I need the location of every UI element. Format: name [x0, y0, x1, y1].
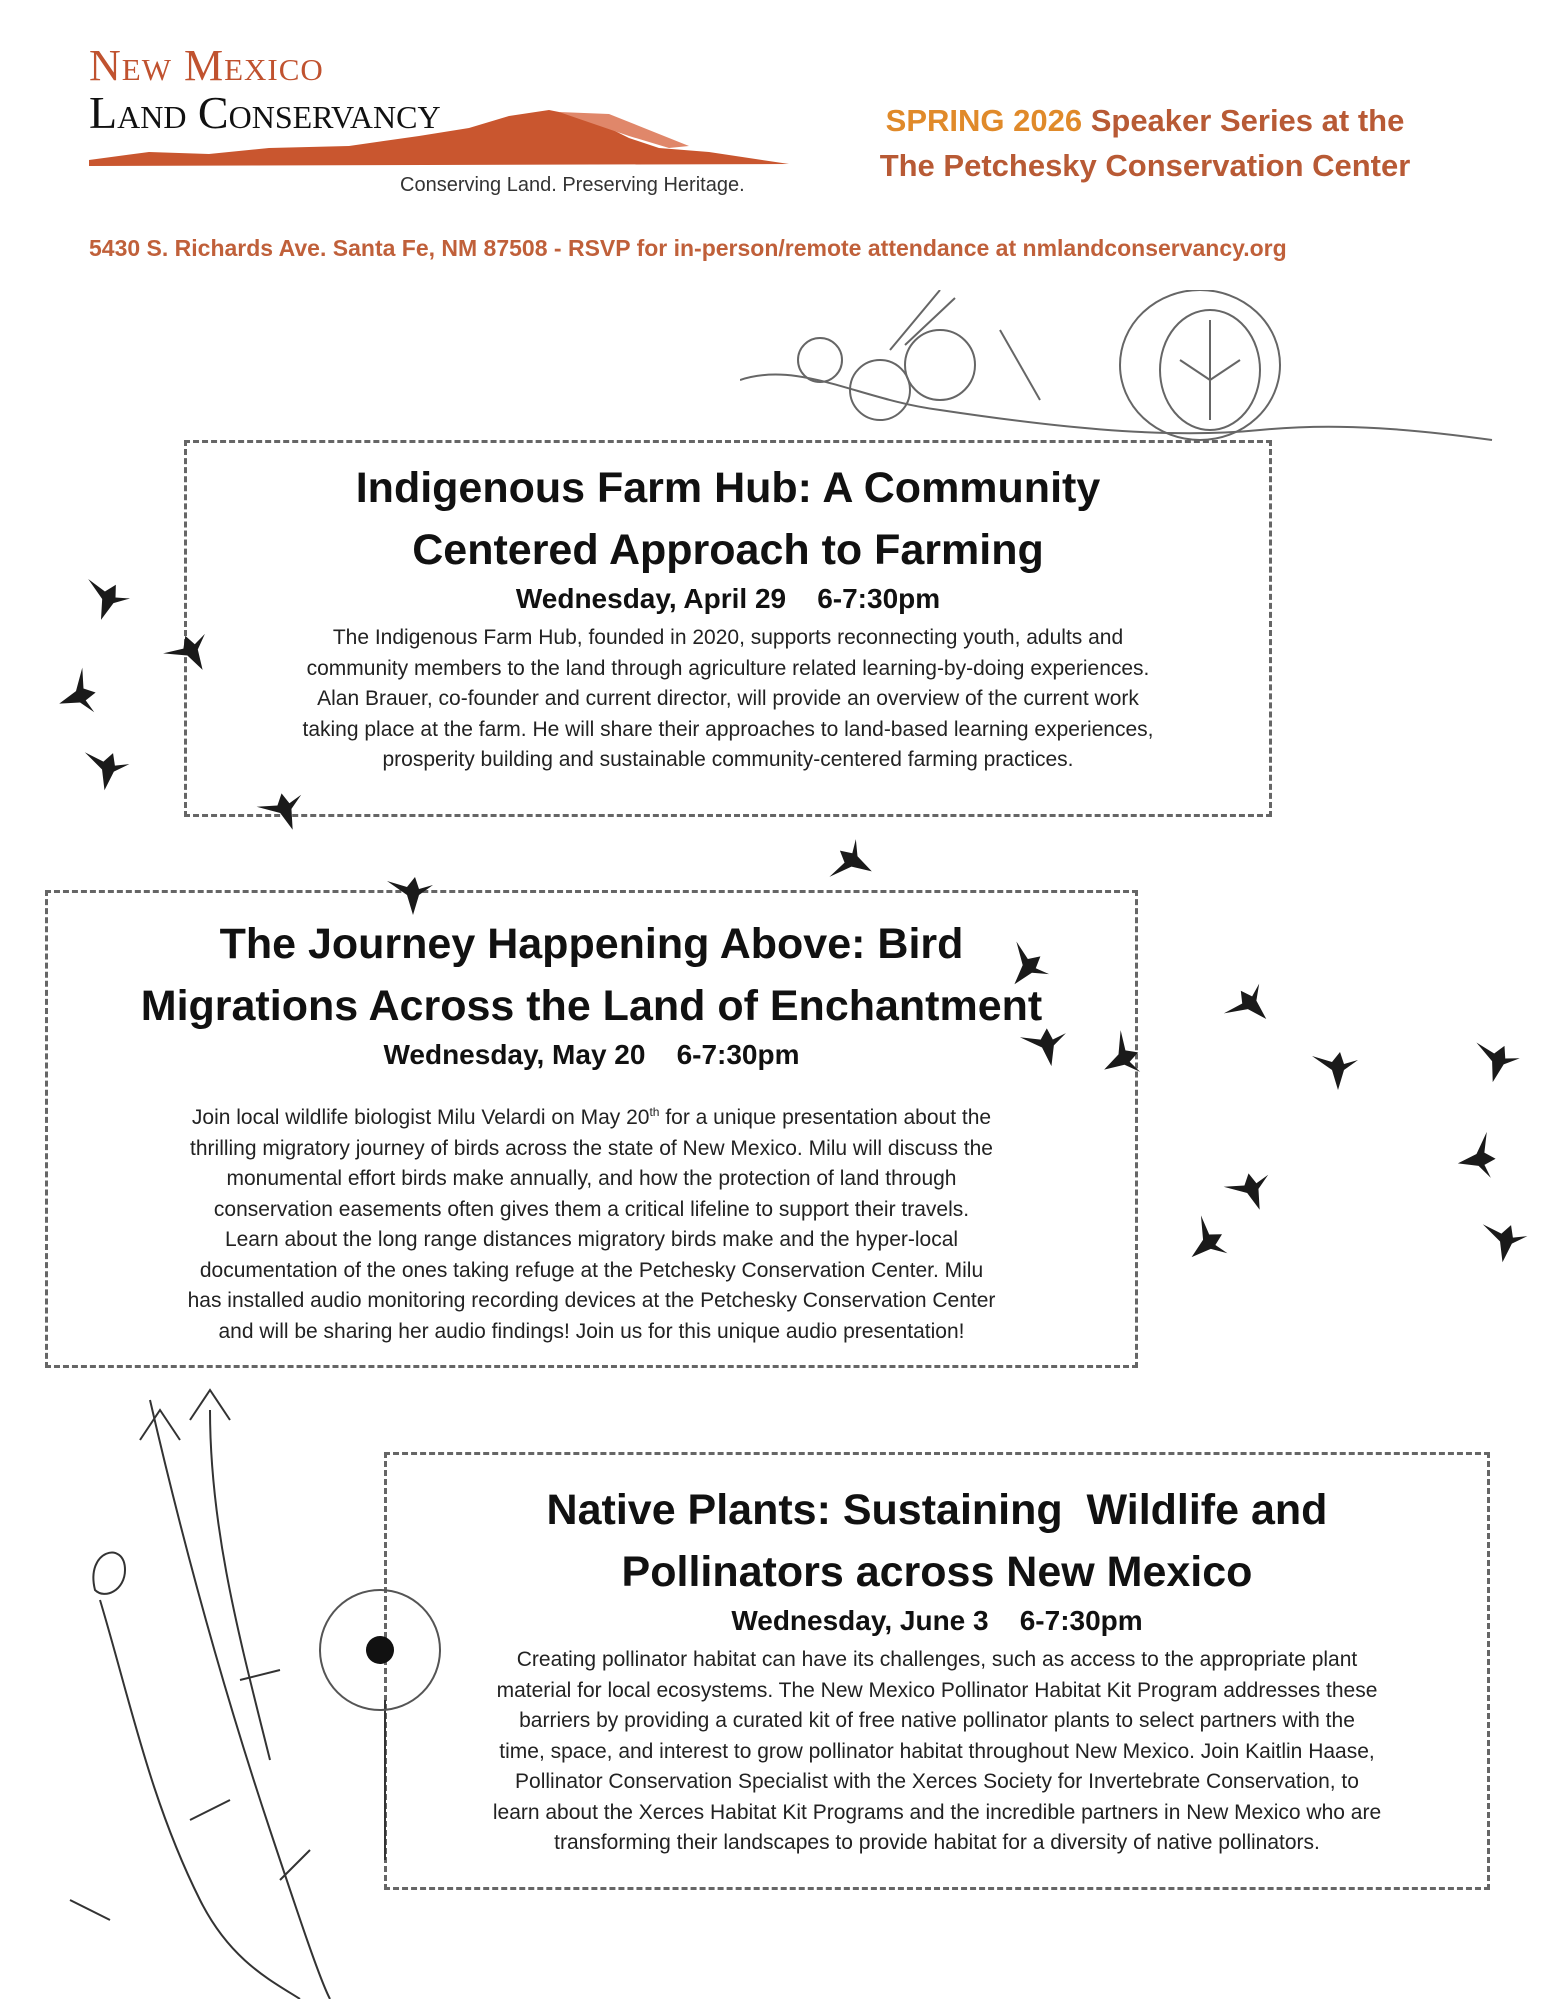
event-card-native-plants	[384, 1452, 1490, 1890]
bird-icon	[1017, 1021, 1074, 1073]
mountain-logo-icon	[89, 108, 789, 168]
bird-icon	[77, 744, 134, 796]
description-line: Pollinator Conservation Specialist with the Xerces Society for Invertebrate Conservation, to	[515, 1770, 1359, 1793]
bird-icon	[1451, 1129, 1503, 1186]
event-description	[48, 1097, 1135, 1347]
event-title-line: Native Plants: Sustaining Wildlife and	[546, 1486, 1328, 1534]
event-title-line: Centered Approach to Farming	[412, 526, 1044, 574]
description-line: thrilling migratory journey of birds across the state of New Mexico. Milu will discuss the	[190, 1136, 993, 1160]
bird-icon	[74, 571, 136, 629]
event-title	[387, 1479, 1487, 1603]
series-heading	[820, 98, 1470, 188]
description-line: learn about the Xerces Habitat Kit Programs and the incredible partners in New Mexico who are	[492, 1800, 1382, 1824]
event-date: Wednesday, May 20 6-7:30pm	[383, 1039, 800, 1070]
event-description	[187, 623, 1269, 776]
bird-icon	[1217, 974, 1283, 1040]
bird-icon	[821, 831, 884, 896]
series-year: SPRING 2026	[885, 103, 1083, 138]
description-line: time, space, and interest to grow pollinator habitat throughout New Mexico. Join Kaitlin Haase,	[499, 1739, 1375, 1763]
event-title-line: Migrations Across the Land of Enchantment	[140, 982, 1043, 1030]
description-line: taking place at the farm. He will share their approaches to land-based learning experiences,	[302, 717, 1154, 741]
logo-tagline: Conserving Land. Preserving Heritage.	[400, 174, 745, 196]
event-card-indigenous-farm-hub	[184, 440, 1272, 817]
event-title	[187, 457, 1269, 581]
description-text: Join local wildlife biologist Milu Velardi on May 20	[191, 1106, 650, 1129]
description-line: conservation easements often gives them a critical lifeline to support their travels.	[213, 1197, 970, 1221]
bird-icon	[1219, 1163, 1281, 1221]
description-line: Alan Brauer, co-founder and current director, will provide an overview of the current work	[317, 687, 1139, 710]
logo-new-mexico: New Mexico	[89, 41, 324, 90]
description-line: Learn about the long range distances migratory birds make and the hyper-local	[224, 1228, 959, 1251]
ordinal-suffix: th	[649, 1105, 660, 1119]
event-card-bird-migrations	[45, 890, 1138, 1368]
event-title-line: Pollinators across New Mexico	[621, 1548, 1253, 1596]
bird-icon	[1465, 1034, 1525, 1089]
description-line: Creating pollinator habitat can have its challenges, such as access to the appropriate plant	[516, 1648, 1358, 1671]
event-title-line: Indigenous Farm Hub: A Community	[355, 464, 1101, 512]
description-line: barriers by providing a curated kit of free native pollinator plants to select partners with the	[519, 1709, 1355, 1732]
event-date: Wednesday, June 3 6-7:30pm	[731, 1605, 1143, 1636]
description-line: prosperity building and sustainable community-centered farming practices.	[382, 748, 1074, 771]
wildflower-illustration	[40, 1380, 480, 1999]
description-line: and will be sharing her audio findings! Join us for this unique audio presentation!	[218, 1319, 965, 1343]
bird-icon	[48, 663, 106, 725]
bird-icon	[385, 873, 435, 917]
vegetables-illustration	[740, 290, 1500, 460]
logo-land-conservancy: Land Conservancy	[89, 87, 441, 138]
description-line: material for local ecosystems. The New Mexico Pollinator Habitat Kit Program addresses these	[496, 1678, 1378, 1702]
description-line: The Indigenous Farm Hub, founded in 2020, supports reconnecting youth, adults and	[332, 626, 1124, 649]
event-title-line: The Journey Happening Above: Bird	[219, 920, 964, 968]
bird-icon	[1172, 1209, 1238, 1276]
bird-icon	[1475, 1216, 1532, 1268]
description-text: for a unique presentation about the	[659, 1106, 992, 1129]
series-venue: The Petchesky Conservation Center	[879, 148, 1411, 183]
series-title: Speaker Series at the	[1082, 103, 1405, 138]
description-line: community members to the land through agriculture related learning-by-doing experiences.	[306, 656, 1150, 680]
event-title	[48, 913, 1135, 1037]
description-line: transforming their landscapes to provide habitat for a diversity of native pollinators.	[554, 1831, 1320, 1854]
description-line: monumental effort birds make annually, and how the protection of land through	[226, 1167, 957, 1190]
description-line	[48, 1097, 1135, 1134]
address-rsvp-line: 5430 S. Richards Ave. Santa Fe, NM 87508 - RSVP for in-person/remote attendance at nmlandconservancy.org	[89, 235, 1287, 261]
event-description	[387, 1645, 1487, 1859]
event-date: Wednesday, April 29 6-7:30pm	[515, 583, 941, 614]
description-line: has installed audio monitoring recording devices at the Petchesky Conservation Center	[187, 1289, 996, 1312]
description-line: documentation of the ones taking refuge at the Petchesky Conservation Center. Milu	[199, 1258, 984, 1282]
bird-icon	[1310, 1048, 1360, 1092]
